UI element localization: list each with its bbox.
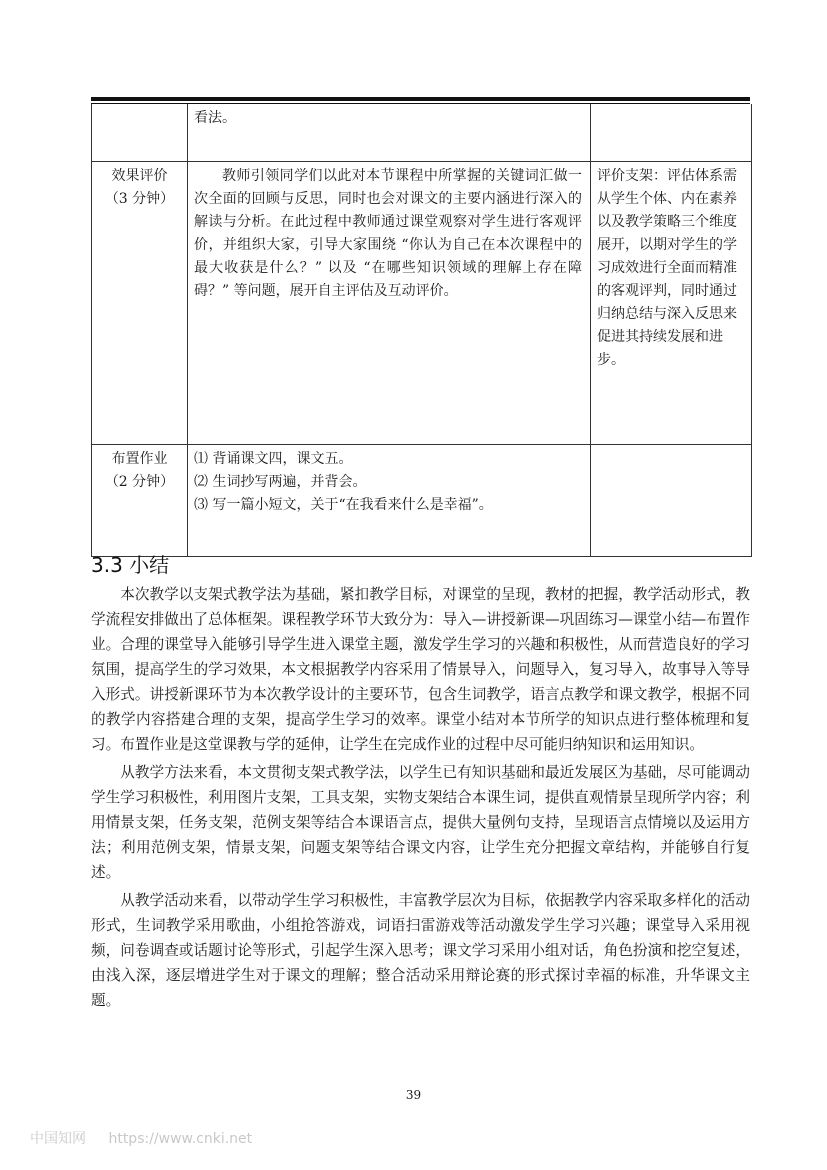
watermark-brand: 中国知网 xyxy=(30,1131,86,1147)
table-row-continued xyxy=(92,104,752,161)
paragraph: 本次教学以支架式教学法为基础，紧扣教学目标，对课堂的呈现，教材的把握，教学活动形式，教学流程安排做出了总体框架。课程教学环节大致分为：导入—讲授新课—巩固练习—课堂小结—布置作业。合理的课堂导入能够引导学生进入课堂主题，激发学生学习的兴趣和积极性，从而营造良好的学习氛围，提高学生的学习效果，本文根据教学内容采用了情景导入，问题导入，复习导入，故事导入等导入形式。讲授新课环节为本次教学设计的主要环节，包含生词教学，语言点教学和课文教学，根据不同的教学内容搭建合理的支架，提高学生学习的效率。课堂小结对本节所学的知识点进行整体梳理和复习。布置作业是这堂课教与学的延伸，让学生在完成作业的过程中尽可能归纳知识和运用知识。 xyxy=(91,586,750,753)
stage-name: 效果评价 xyxy=(111,167,168,184)
content-cell xyxy=(188,104,591,161)
lesson-plan-table xyxy=(91,104,752,557)
continued-text: 看法。 xyxy=(194,110,236,126)
scaffold-cell-empty xyxy=(591,104,752,161)
table-row-evaluation xyxy=(92,161,752,444)
stage-cell xyxy=(92,444,188,556)
page-number: 39 xyxy=(405,1088,422,1102)
content-cell xyxy=(188,161,591,444)
paragraph: 从教学活动来看，以带动学生学习积极性，丰富教学层次为目标，依据教学内容采取多样化的活动形式，生词教学采用歌曲，小组抢答游戏，词语扫雷游戏等活动激发学生学习兴趣；课堂导入采用视频，问卷调查或话题讨论等形式，引起学生深入思考；课文学习采用小组对话，角色扮演和挖空复述，由浅入深，逐层增进学生对于课文的理解；整合活动采用辩论赛的形式探讨幸福的标准，升华课文主题。 xyxy=(91,892,750,1009)
scaffold-cell-empty xyxy=(591,444,752,556)
watermark xyxy=(30,1128,270,1148)
stage-cell xyxy=(92,161,188,444)
section-title: 3.3 小结 xyxy=(91,553,170,577)
stage-time: （3 分钟） xyxy=(104,190,175,207)
header-rule xyxy=(91,97,750,101)
section-body xyxy=(91,582,750,1016)
homework-item: ⑶ 写一篇小短文，关于“在我看来什么是幸福”。 xyxy=(194,496,493,513)
homework-item: ⑴ 背诵课文四，课文五。 xyxy=(194,450,353,467)
table-row-homework xyxy=(92,444,752,556)
evaluation-scaffold: 评价支架：评估体系需从学生个体、内在素养以及教学策略三个维度展开，以期对学生的学习成效进行全面而精准的客观评判，同时通过归纳总结与深入反思来促进其持续发展和进步。 xyxy=(597,167,737,368)
content-cell xyxy=(188,444,591,556)
stage-time: （2 分钟） xyxy=(104,473,175,490)
watermark-url: https://www.cnki.net xyxy=(108,1131,253,1147)
evaluation-content: 教师引领同学们以此对本节课程中所掌握的关键词汇做一次全面的回顾与反思，同时也会对课文的主要内涵进行深入的解读与分析。在此过程中教师通过课堂观察对学生进行客观评价，并组织大家，引导大家围绕 “你认为自己在本次课程中的最大收获是什么？” 以及 “在哪些知识领域的理解上存在障碍？” 等问题，展开自主评估及互动评价。 xyxy=(194,167,582,299)
paragraph: 从教学方法来看，本文贯彻支架式教学法，以学生已有知识基础和最近发展区为基础，尽可能调动学生学习积极性，利用图片支架，工具支架，实物支架结合本课生词，提供直观情景呈现所学内容；利用情景支架，任务支架，范例支架等结合本课语言点，提供大量例句支持，呈现语言点情境以及运用方法；利用范例支架，情景支架，问题支架等结合课文内容，让学生充分把握文章结构，并能够自行复述。 xyxy=(91,764,750,881)
stage-cell-empty xyxy=(92,104,188,161)
stage-name: 布置作业 xyxy=(111,450,168,467)
scaffold-cell xyxy=(591,161,752,444)
homework-item: ⑵ 生词抄写两遍，并背会。 xyxy=(194,473,367,490)
